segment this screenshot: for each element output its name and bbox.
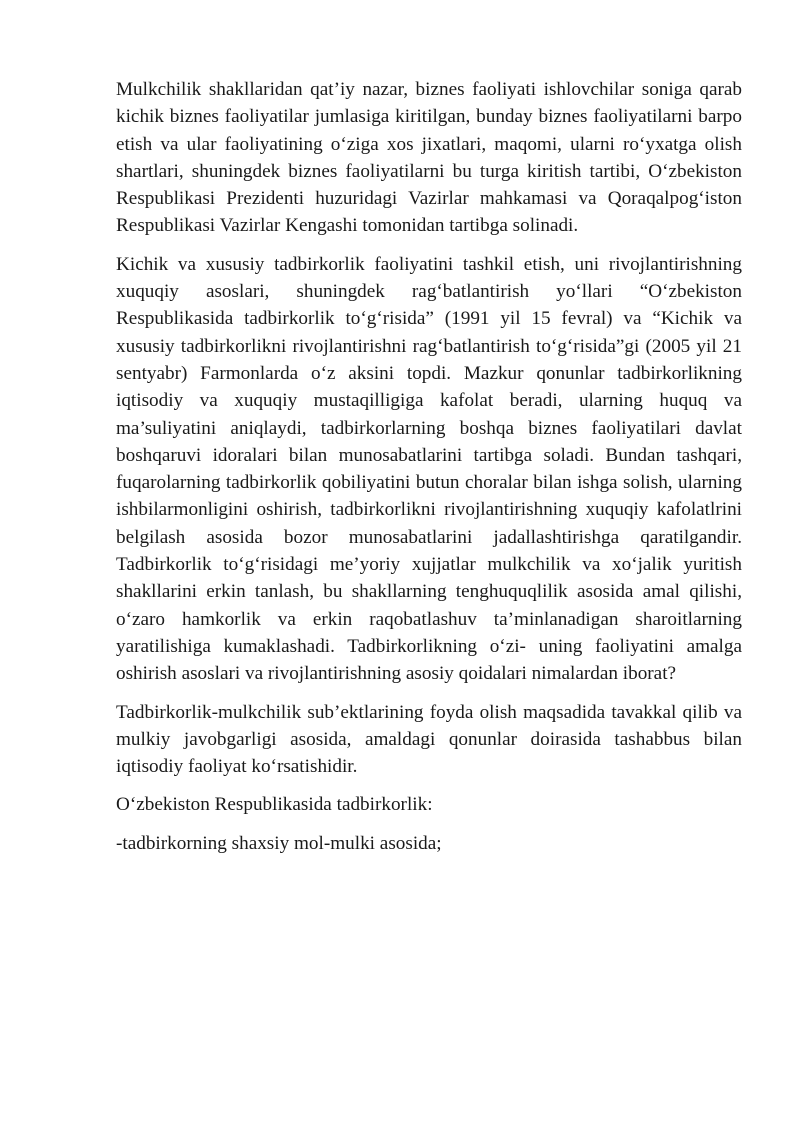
paragraph-entrepreneurship-definition: Tadbirkorlik-mulkchilik sub’ektlarining foyda olish maqsadida tavakkal qilib va mulkiy javobgarligi asosida, amaldagi qonunlar doirasida tashabbus bilan iqtisodiy faoliyat ko‘rsatishidir. xyxy=(116,701,742,778)
paragraph-business-regulation: Mulkchilik shakllaridan qat’iy nazar, biznes faoliyati ishlovchilar soniga qarab kichik biznes faoliyatilar jumlasiga kiritilgan, bunday biznes faoliyatilarni barpo etish va ular faoliyatining o‘ziga xos jixatlari, maqomi, ularni ro‘yxatga olish shartlari, shuningdek biznes faoliyatilarni bu turga kiritish tartibi, O‘zbekiston Respublikasi Prezidenti huzuridagi Vazirlar mahkamasi va Qoraqalpog‘iston Respublikasi Vazirlar Kengashi tomonidan tartibga solinadi. xyxy=(116,79,742,237)
list-item-personal-property: -tadbirkorning shaxsiy mol-mulki asosida; xyxy=(116,832,442,854)
document-page xyxy=(116,76,742,868)
paragraph-list-intro: O‘zbekiston Respublikasida tadbirkorlik: xyxy=(116,794,433,816)
paragraph-legal-foundations: Kichik va xususiy tadbirkorlik faoliyatini tashkil etish, uni rivojlantirishning xuquqiy asoslari, shuningdek rag‘batlantirish yo‘llari “O‘zbekiston Respublikasida tadbirkorlik to‘g‘risida” (1991 yil 15 fevral) va “Kichik va xususiy tadbirkorlikni rivojlantirishni rag‘batlantirish to‘g‘risida”gi (2005 yil 21 sentyabr) Farmonlarda o‘z aksini topdi. Mazkur qonunlar tadbirkorlikning iqtisodiy va xuquqiy mustaqilligiga kafolat beradi, ularning huquq va ma’suliyatini aniqlaydi, tadbirkorlarning boshqa biznes faoliyatilari davlat boshqaruvi idoralari bilan munosabatlarini tartibga soladi. Bundan tashqari, fuqarolarning tadbirkorlik qobiliyatini butun choralar bilan ishga solish, ularning ishbilarmonligini oshirish, tadbirkorlikni rivojlantirishning xuquqiy kafolatlrini belgilash asosida bozor munosabatlarini jadallashtirishga qaratilgandir. Tadbirkorlik to‘g‘risidagi me’yoriy xujjatlar mulkchilik va xo‘jalik yuritish shakllarini erkin tanlash, bu shakllarning tenghuquqlilik asosida amal qilishi, o‘zaro hamkorlik va erkin raqobatlashuv ta’minlanadigan sharoitlarning yaratilishiga kumaklashadi. Tadbirkorlikning o‘zi- uning faoliyatini amalga oshirish asoslari va rivojlantirishning asosiy qoidalari nimalardan iborat? xyxy=(116,253,742,685)
